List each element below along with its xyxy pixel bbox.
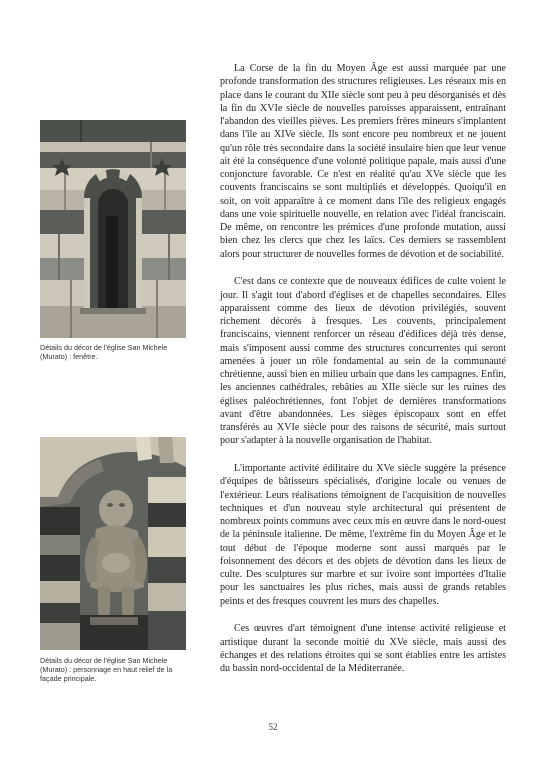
paragraph: C'est dans ce contexte que de nouveaux édifices de culte voient le jour. Il s'agit tout d'abord d'églises et de chapelles secondaires. Elles apparaissent comme des lieux de dévotion privilégiés, souvent richement décorés à fresques. Les couvents, principalement franciscains, viennent renforcer un réseau d'édifices déjà très dense, mais s'imposent aussi comme des structures concurrentes qui seront amenées à jouer un rôle fondamental au sein de la communauté chrétienne, aussi bien en milieu urbain que dans les campagnes. Enfin, les anciennes cathédrales, rebâties au XIIe siècle sur les ruines des églises paléochrétiennes, font l'objet de dernières transformations avant d'être abandonnées. Les sièges épiscopaux sont en effet transférés au XVIe siècle pour des raisons de sécurité, mais surtout pour s'adapter à la nouvelle organisation de l'habitat. [220,276,506,447]
church-window-photo [40,120,186,338]
window-photo-caption: Détails du décor de l'église San Michele (Murato) : fenêtre. [40,343,168,362]
main-text-column [220,62,506,690]
paragraph: La Corse de la fin du Moyen Âge est aussi marquée par une profonde transformation des structures religieuses. Les réseaux mis en place dans le courant du XIIe siècle sont peu à peu désorganisés et dès la fin du XVIe siècle de nouvelles paroisses apparaissent, entraînant l'abandon des vieilles pièves. Les premiers frères mineurs s'implantent dans l'île au XIVe siècle. Ils sont encore peu nombreux et ne jouent qu'un rôle très secondaire dans la société insulaire bien que leur venue ait été la conséquence d'une volonté politique papale, mais aussi d'une conjoncture favorable. Ce n'est en réalité qu'au XVe siècle que les couvents franciscains se sont multipliés et développés. Quoiqu'il en soit, on voit apparaître à ce moment dans l'île des religieux engagés dans une voie spirituelle nouvelle, en relation avec l'idéal franciscain. De même, on rencontre les prémices d'une profonde mutation, aussi bien chez les clercs que chez les laïcs. Ces derniers se rassemblent alors pour structurer de nouvelles formes de dévotion et de sociabilité. [220,63,506,260]
paragraph: Ces œuvres d'art témoignent d'une intense activité religieuse et artistique durant la seconde moitié du XVe siècle, mais aussi des échanges et des relations étroites qui se sont établies entre les artistes du bassin nord-occidental de la Méditerranée. [220,623,506,674]
relief-photo-caption: Détails du décor de l'église San Michele (Murato) : personnage en haut relief de la façade principale. [40,656,173,684]
relief-figure-photo [40,437,186,650]
paragraph: L'importante activité édilitaire du XVe siècle suggère la présence d'équipes de bâtisseurs spécialisés, d'origine locale ou venues de l'extérieur. Leurs réalisations témoignent de l'acquisition de nouvelles techniques et d'un nouveau style architectural qui présentent de nombreux points communs avec ceux mis en œuvre dans le nord-ouest de la péninsule italienne. De même, l'extrême fin du Moyen Âge et le tout début de l'époque moderne sont aussi marqués par le foisonnement des décors et des objets de dévotion dans les lieux de culte. Des sculptures sur marbre et sur ivoire sont importées d'Italie pour les sanctuaires les plus riches, mais aussi de grands retables peints et des fresques couvrent les murs des chapelles. [220,463,506,607]
page-number: 52 [268,722,278,732]
